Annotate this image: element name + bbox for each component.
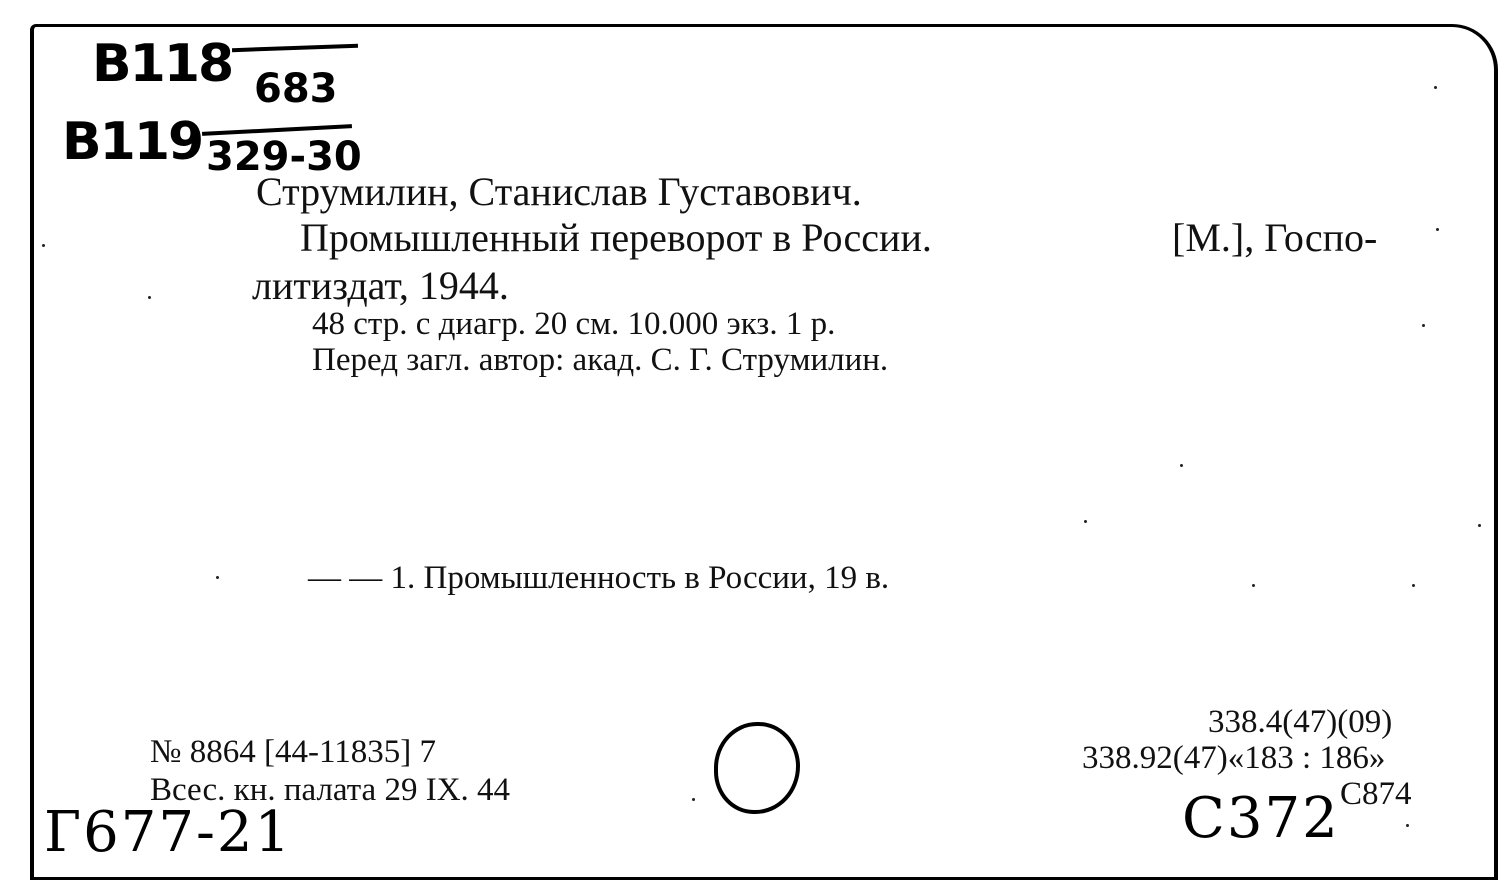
scan-speck: [1084, 520, 1087, 523]
scan-speck: [692, 798, 695, 801]
scan-speck: [1434, 86, 1437, 89]
book-title: Промышленный переворот в России.: [300, 215, 932, 260]
udc-code-1: 338.4(47)(09): [1208, 704, 1393, 740]
handwritten-code-left: Г677-21: [44, 800, 293, 865]
publisher-start: [М.], Госпо-: [1172, 215, 1378, 260]
scan-speck: [1478, 524, 1481, 527]
scan-speck: [1252, 584, 1255, 587]
book-chamber-line: Всес. кн. палата 29 IX. 44: [150, 772, 511, 808]
scan-speck: [1422, 324, 1425, 327]
shelfmark-line1-right: 683: [254, 66, 338, 112]
author-note: Перед загл. автор: акад. С. Г. Струмилин.: [312, 342, 889, 378]
udc-code-2: 338.92(47)«183 : 186»: [1082, 740, 1386, 776]
shelfmark-line2-left: В119: [62, 112, 203, 172]
scan-speck: [42, 244, 45, 247]
author-heading: Струмилин, Станислав Густавович.: [256, 169, 862, 214]
publisher-end: литиздат, 1944.: [252, 263, 509, 308]
scan-speck: [1180, 464, 1183, 467]
subject-heading: — — 1. Промышленность в России, 19 в.: [308, 560, 890, 596]
handwritten-code-right: С372: [1182, 786, 1340, 851]
shelfmark-line1-left: В118: [92, 34, 233, 94]
author-mark: С874: [1340, 776, 1412, 812]
scan-speck: [1412, 584, 1415, 587]
scan-speck: [148, 296, 151, 299]
scan-speck: [1406, 824, 1409, 827]
physical-description: 48 стр. с диагр. 20 см. 10.000 экз. 1 р.: [312, 306, 836, 342]
registration-number: № 8864 [44-11835] 7: [150, 734, 436, 770]
shelfmark-line2-right: 329-30: [206, 134, 362, 180]
scan-speck: [1436, 228, 1439, 231]
scan-speck: [216, 576, 219, 579]
